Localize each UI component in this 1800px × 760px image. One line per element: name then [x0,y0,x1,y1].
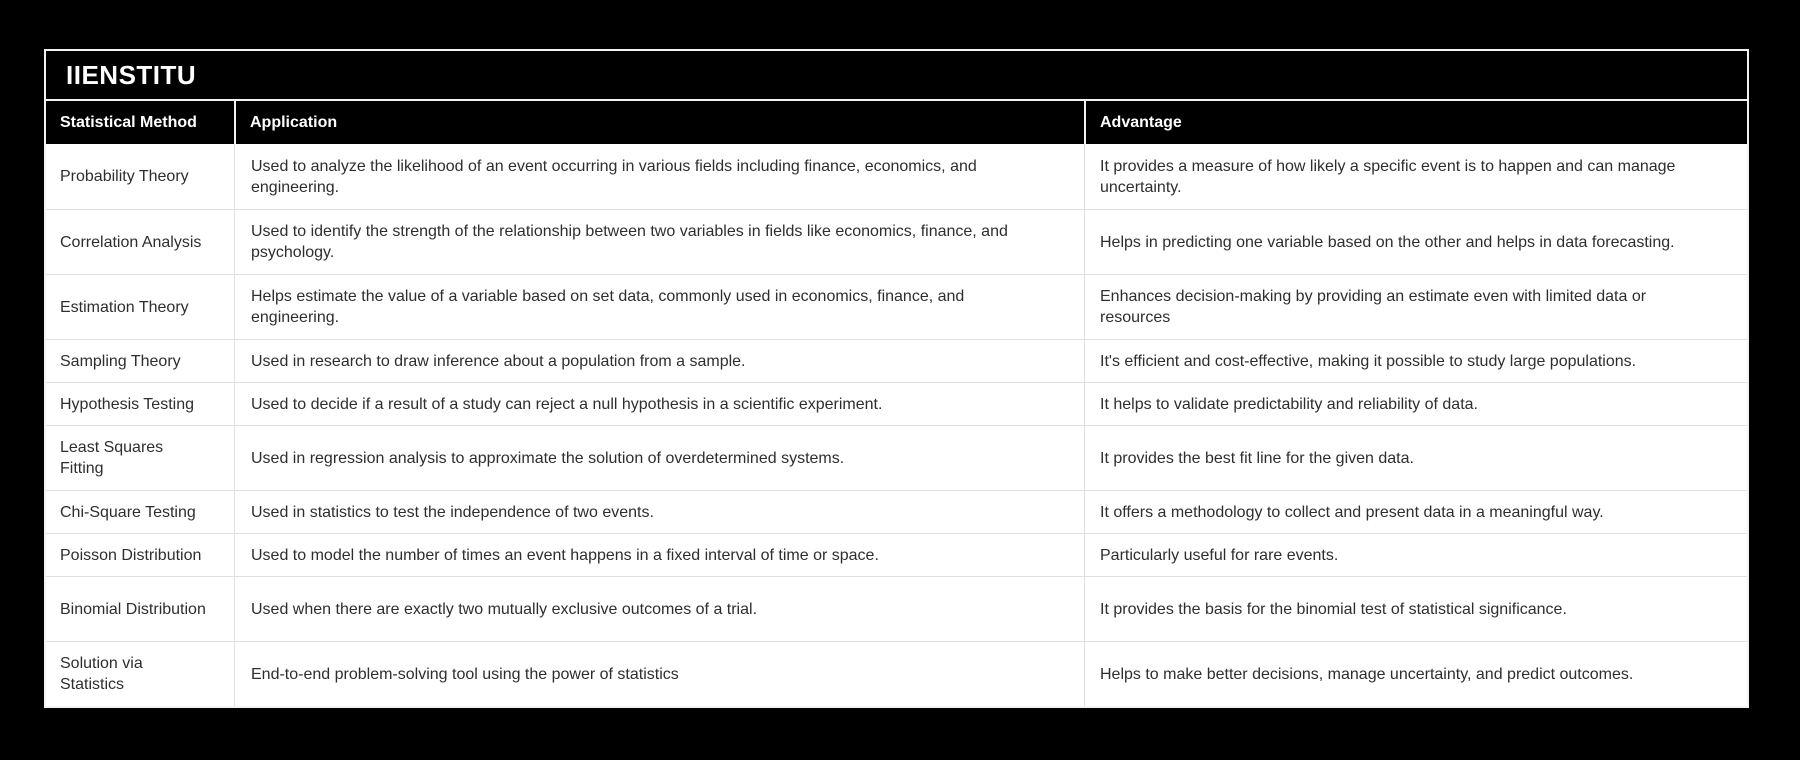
advantage-cell: It's efficient and cost-effective, making it possible to study large populations. [1084,339,1747,382]
column-header-application: Application [234,101,1084,144]
advantage-cell: It provides the basis for the binomial test of statistical significance. [1084,576,1747,641]
table-row [46,382,1747,425]
application-cell: Used to model the number of times an event happens in a fixed interval of time or space. [234,533,1084,576]
table-row [46,274,1747,339]
advantage-cell: It provides a measure of how likely a specific event is to happen and can manage uncertainty. [1084,144,1747,209]
method-cell: Estimation Theory [46,274,234,339]
application-cell: Used to identify the strength of the relationship between two variables in fields like economics, finance, and psychology. [234,209,1084,274]
application-cell: Used in statistics to test the independence of two events. [234,490,1084,533]
column-header-statistical-method: Statistical Method [60,113,197,131]
table-row [46,339,1747,382]
table-row [46,144,1747,209]
table-row [46,425,1747,490]
method-cell: Sampling Theory [46,339,234,382]
application-cell: Used in research to draw inference about a population from a sample. [234,339,1084,382]
method-cell: Probability Theory [46,144,234,209]
application-cell: Used to decide if a result of a study can reject a null hypothesis in a scientific experiment. [234,382,1084,425]
advantage-cell: It provides the best fit line for the given data. [1084,425,1747,490]
table-row [46,576,1747,641]
application-cell: Used to analyze the likelihood of an event occurring in various fields including finance, economics, and engineering. [234,144,1084,209]
table-row [46,209,1747,274]
table-row [46,533,1747,576]
method-cell: Solution via Statistics [46,641,234,706]
advantage-cell: It helps to validate predictability and reliability of data. [1084,382,1747,425]
table-title: IIENSTITU [66,59,197,90]
table-title-bar [46,51,1747,101]
advantage-cell: Helps in predicting one variable based on the other and helps in data forecasting. [1084,209,1747,274]
application-cell: Used when there are exactly two mutually exclusive outcomes of a trial. [234,576,1084,641]
application-cell: End-to-end problem-solving tool using the power of statistics [234,641,1084,706]
table-header-row [46,101,1747,144]
advantage-cell: It offers a methodology to collect and present data in a meaningful way. [1084,490,1747,533]
column-header-advantage: Advantage [1084,101,1747,144]
table-row [46,490,1747,533]
method-cell: Least Squares Fitting [46,425,234,490]
method-cell: Chi-Square Testing [46,490,234,533]
statistical-methods-table [44,49,1749,708]
application-cell: Used in regression analysis to approximate the solution of overdetermined systems. [234,425,1084,490]
method-cell: Binomial Distribution [46,576,234,641]
table-row [46,641,1747,706]
application-cell: Helps estimate the value of a variable based on set data, commonly used in economics, finance, and engineering. [234,274,1084,339]
advantage-cell: Helps to make better decisions, manage uncertainty, and predict outcomes. [1084,641,1747,706]
advantage-cell: Enhances decision-making by providing an estimate even with limited data or resources [1084,274,1747,339]
method-cell: Hypothesis Testing [46,382,234,425]
advantage-cell: Particularly useful for rare events. [1084,533,1747,576]
method-cell: Correlation Analysis [46,209,234,274]
method-cell: Poisson Distribution [46,533,234,576]
